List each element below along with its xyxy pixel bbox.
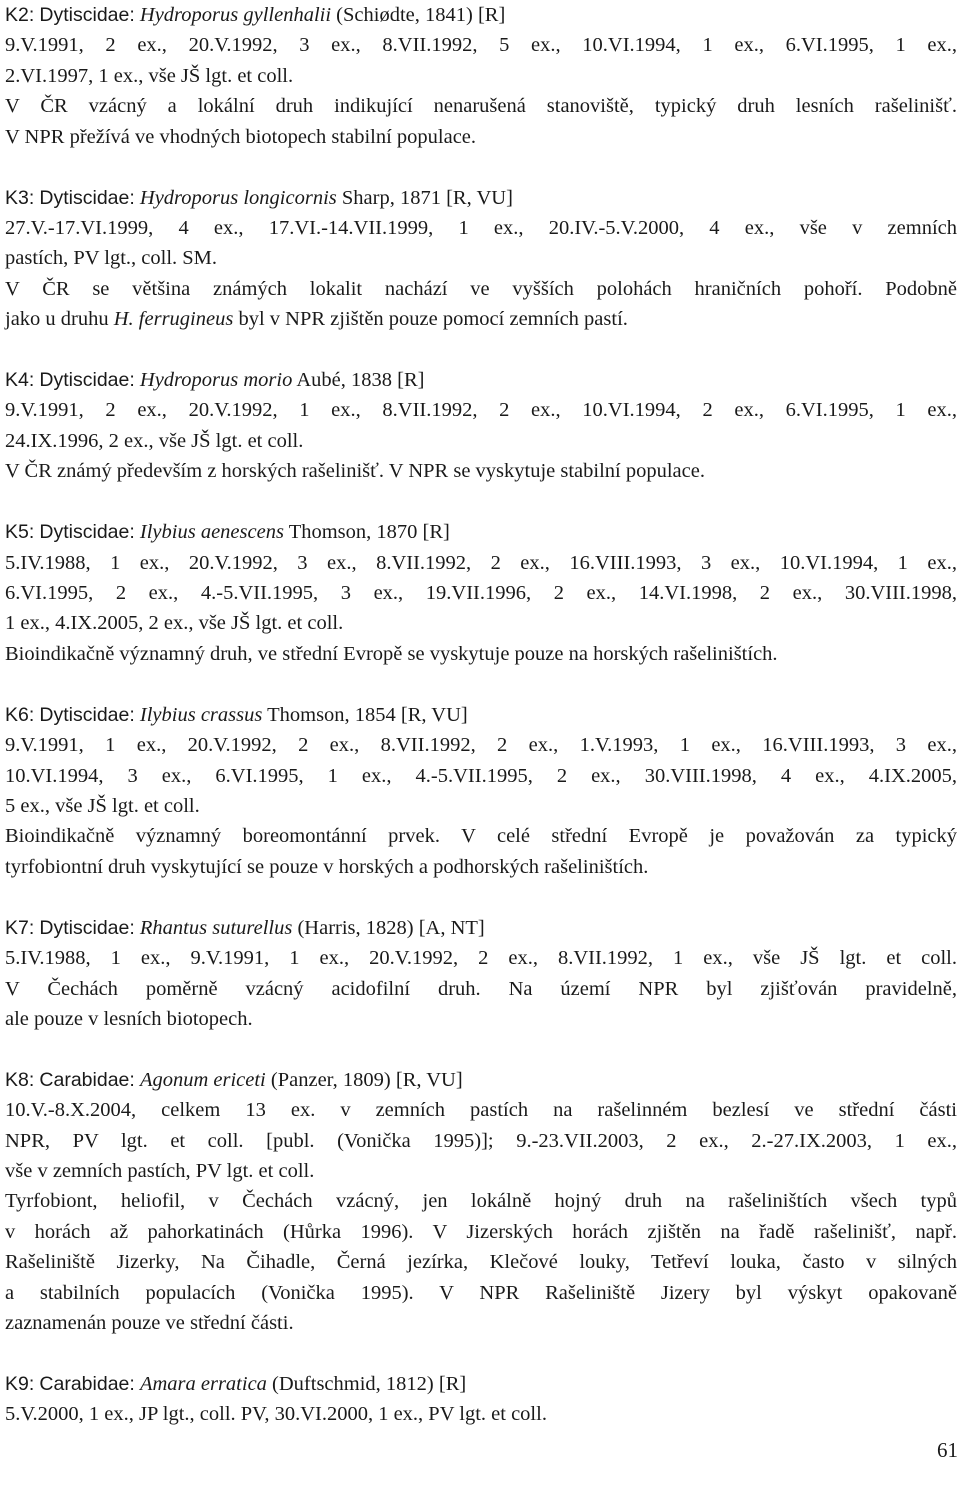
record-line: 10.VI.1994, 3 ex., 6.VI.1995, 1 ex., 4.-5.VII.1995, 2 ex., 30.VIII.1998, 4 ex., 4.IX.2005, <box>5 764 957 787</box>
comment-line <box>5 304 957 334</box>
comment-line: v horách až pahorkatinách (Hůrka 1996). V Jizerských horách zjištěn na řadě rašelinišť, např. <box>5 1220 957 1243</box>
species-name: Hydroporus gyllenhalii <box>139 4 332 26</box>
species-author: (Panzer, 1809) [R, VU] <box>270 1068 463 1091</box>
species-name: Rhantus suturellus <box>139 916 293 939</box>
entry-code: K8: <box>5 1068 35 1091</box>
species-name: Agonum ericeti <box>139 1068 266 1091</box>
species-author: Thomson, 1870 [R] <box>288 521 450 544</box>
comment-line: ale pouze v lesních biotopech. <box>5 1007 253 1030</box>
entry-code: K9: <box>5 1373 35 1395</box>
entry-code: K2: <box>5 4 35 26</box>
species-reference: H. ferrugineus <box>113 308 234 331</box>
record-line: 9.V.1991, 2 ex., 20.V.1992, 1 ex., 8.VII.1992, 2 ex., 10.VI.1994, 2 ex., 6.VI.1995, 1 ex., <box>5 399 957 422</box>
family-name: Dytiscidae: <box>39 4 135 26</box>
species-entry-k2 <box>5 0 957 152</box>
family-name: Dytiscidae: <box>39 186 135 209</box>
family-name: Dytiscidae: <box>39 521 135 544</box>
comment-line: V ČR vzácný a lokální druh indikující nenarušená stanoviště, typický druh lesních rašelinišť. <box>5 95 957 118</box>
record-line: 27.V.-17.VI.1999, 4 ex., 17.VI.-14.VII.1999, 1 ex., 20.IV.-5.V.2000, 4 ex., vše v zemních <box>5 216 957 239</box>
record-line: 9.V.1991, 1 ex., 20.V.1992, 2 ex., 8.VII.1992, 2 ex., 1.V.1993, 1 ex., 16.VIII.1993, 3 ex., <box>5 734 957 757</box>
species-entry-k3 <box>5 183 957 335</box>
record-line: 9.V.1991, 2 ex., 20.V.1992, 3 ex., 8.VII.1992, 5 ex., 10.VI.1994, 1 ex., 6.VI.1995, 1 ex., <box>5 34 957 57</box>
comment-line: a stabilních populacích (Vonička 1995). V NPR Rašeliniště Jizery byl výskyt opakovaně <box>5 1281 957 1304</box>
entry-heading <box>5 913 957 943</box>
species-entry-k5 <box>5 517 957 669</box>
family-name: Carabidae: <box>39 1068 135 1091</box>
document-page <box>5 0 957 1430</box>
record-line: 10.V.-8.X.2004, celkem 13 ex. v zemních pastích na rašelinném bezlesí ve střední části <box>5 1099 957 1122</box>
record-line: 2.VI.1997, 1 ex., vše JŠ lgt. et coll. <box>5 64 294 87</box>
record-line: 5.IV.1988, 1 ex., 9.V.1991, 1 ex., 20.V.1992, 2 ex., 8.VII.1992, 1 ex., vše JŠ lgt. et coll. <box>5 947 957 970</box>
species-author: (Harris, 1828) [A, NT] <box>297 916 485 939</box>
entry-heading <box>5 1369 957 1399</box>
family-name: Carabidae: <box>39 1373 135 1395</box>
comment-line: V ČR se většina známých lokalit nachází ve vyšších polohách hraničních pohoří. Podobně <box>5 277 957 300</box>
species-name: Ilybius aenescens <box>139 521 284 544</box>
record-line: 5.IV.1988, 1 ex., 20.V.1992, 3 ex., 8.VII.1992, 2 ex., 16.VIII.1993, 3 ex., 10.VI.1994, 1 ex., <box>5 551 957 574</box>
entry-heading <box>5 365 957 395</box>
record-line: vše v zemních pastích, PV lgt. et coll. <box>5 1160 315 1183</box>
record-line: 1 ex., 4.IX.2005, 2 ex., vše JŠ lgt. et coll. <box>5 612 344 635</box>
family-name: Dytiscidae: <box>39 703 135 726</box>
record-line: 24.IX.1996, 2 ex., vše JŠ lgt. et coll. <box>5 429 304 452</box>
entry-heading <box>5 1065 957 1095</box>
species-entry-k9 <box>5 1369 957 1430</box>
comment-text: jako u druhu <box>5 308 114 331</box>
species-author: Thomson, 1854 [R, VU] <box>267 703 468 726</box>
entry-code: K5: <box>5 521 35 544</box>
species-entry-k4 <box>5 365 957 487</box>
species-name: Hydroporus morio <box>139 369 293 392</box>
species-name: Ilybius crassus <box>139 703 263 726</box>
entry-heading <box>5 700 957 730</box>
comment-line: Bioindikačně významný boreomontánní prvek. V celé střední Evropě je považován za typický <box>5 825 957 848</box>
record-line: 5 ex., vše JŠ lgt. et coll. <box>5 794 200 817</box>
entry-heading <box>5 517 957 547</box>
species-author: (Duftschmid, 1812) [R] <box>272 1373 467 1395</box>
comment-line: Bioindikačně významný druh, ve střední Evropě se vyskytuje pouze na horských rašeliništích. <box>5 642 778 665</box>
record-line: 5.V.2000, 1 ex., JP lgt., coll. PV, 30.VI.2000, 1 ex., PV lgt. et coll. <box>5 1403 547 1426</box>
family-name: Dytiscidae: <box>39 916 135 939</box>
entry-heading <box>5 0 957 30</box>
comment-line: V ČR známý především z horských rašelinišť. V NPR se vyskytuje stabilní populace. <box>5 460 705 483</box>
species-name: Amara erratica <box>139 1373 267 1395</box>
species-author: (Schiødte, 1841) [R] <box>336 4 506 26</box>
family-name: Dytiscidae: <box>39 369 135 392</box>
comment-line: tyrfobiontní druh vyskytující se pouze v horských a podhorských rašeliništích. <box>5 855 649 878</box>
page-number: 61 <box>937 1438 958 1462</box>
comment-line: Rašeliniště Jizerky, Na Čihadle, Černá jezírka, Klečové louky, Tetřeví louka, často v silných <box>5 1251 957 1274</box>
comment-line: V NPR přežívá ve vhodných biotopech stabilní populace. <box>5 125 477 148</box>
comment-line: Tyrfobiont, heliofil, v Čechách vzácný, jen lokálně hojný druh na rašeliništích všech typů <box>5 1190 957 1213</box>
entry-heading <box>5 183 957 213</box>
entry-code: K3: <box>5 186 35 209</box>
species-entry-k8 <box>5 1065 957 1339</box>
record-line: NPR, PV lgt. et coll. [publ. (Vonička 1995)]; 9.-23.VII.2003, 2 ex., 2.-27.IX.2003, 1 ex., <box>5 1129 957 1152</box>
species-entry-k6 <box>5 700 957 882</box>
species-entry-k7 <box>5 913 957 1035</box>
record-line: 6.VI.1995, 2 ex., 4.-5.VII.1995, 3 ex., 19.VII.1996, 2 ex., 14.VI.1998, 2 ex., 30.VIII.1998, <box>5 582 957 605</box>
record-line: pastích, PV lgt., coll. SM. <box>5 247 218 270</box>
species-name: Hydroporus longicornis <box>139 186 337 209</box>
comment-line: zaznamenán pouze ve střední části. <box>5 1312 294 1335</box>
comment-line: V Čechách poměrně vzácný acidofilní druh. Na území NPR byl zjišťován pravidelně, <box>5 977 957 1000</box>
comment-text: byl v NPR zjištěn pouze pomocí zemních pastí. <box>233 308 628 331</box>
entry-code: K6: <box>5 703 35 726</box>
entry-code: K7: <box>5 916 35 939</box>
entry-code: K4: <box>5 369 35 392</box>
species-author: Sharp, 1871 [R, VU] <box>341 186 513 209</box>
species-author: Aubé, 1838 [R] <box>296 369 425 392</box>
